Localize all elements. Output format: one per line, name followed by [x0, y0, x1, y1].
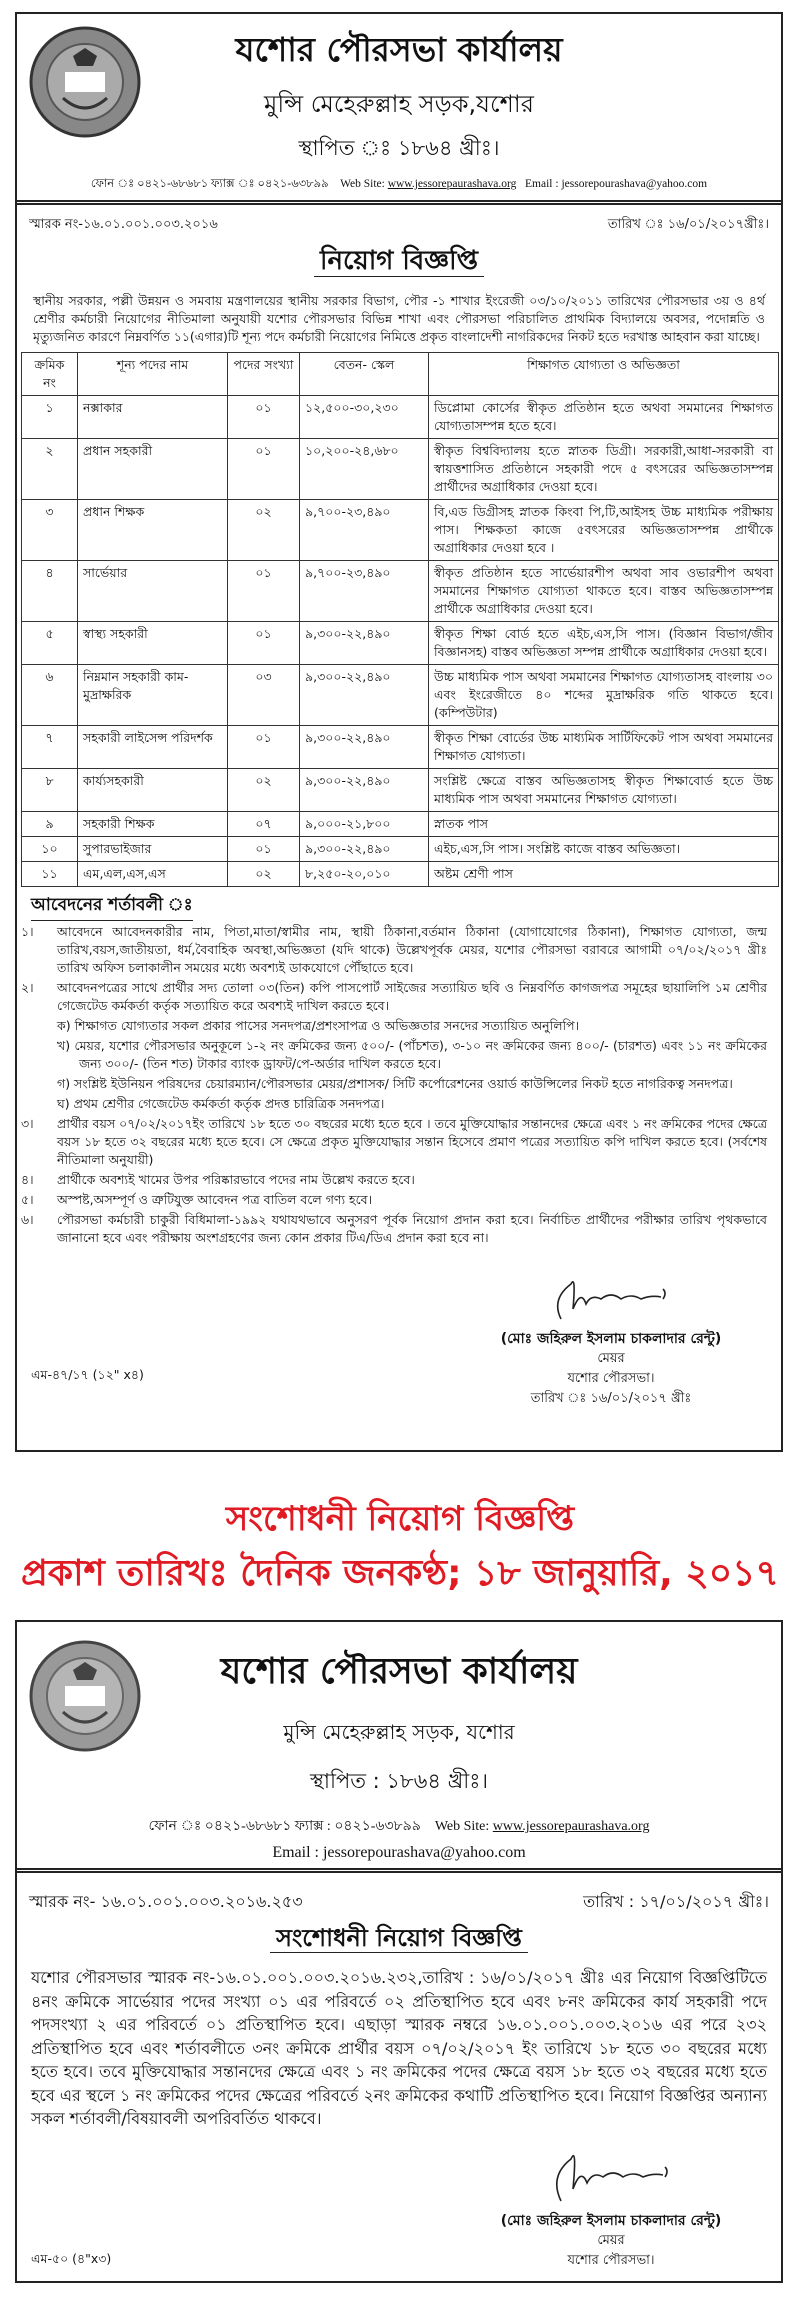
- phone-fax: ফোন ঃ ০৪২১-৬৮৬৮১ ফ্যাক্স ঃ ০৪২১-৬৩৮৯৯: [90, 178, 329, 190]
- post-count-cell: ০১: [228, 396, 300, 439]
- signer-title: মেয়র: [597, 2232, 625, 2248]
- office-header: [17, 14, 781, 205]
- signer-org: যশোর পৌরসভা।: [567, 2252, 655, 2268]
- condition-number: ৩।: [21, 1116, 34, 1131]
- pay-scale-cell: ৯,০০০-২১,৮০০: [300, 812, 429, 837]
- office-address: মুন্সি মেহেরুল্লাহ সড়ক, যশোর: [283, 1720, 515, 1744]
- pay-scale-cell: ৯,৭০০-২৩,৪৯০: [300, 500, 429, 561]
- condition-subitem: খ) মেয়র, যশোর পৌরসভার অনুকূলে ১-২ নং ক্রমিকের জন্য ৫০০/- (পাঁচশত), ৩-১০ নং ক্রমিকের জন্য ৪০০/- (চারশত) এবং ১১ নং ক্রমিকের জন্য ৩০০/- (তিন শত) টাকার ব্যাংক ড্রাফট/পে-অর্ডার দাখিল করতে হবে।: [57, 1038, 767, 1071]
- qualification-cell: স্বীকৃত শিক্ষা বোর্ডের উচ্চ মাধ্যমিক সার্টিফিকেট পাস অথবা সমমানের শিক্ষাগত যোগ্যতা।: [429, 726, 779, 769]
- table-row: [22, 837, 779, 862]
- ad-code: এম-৫০ (৪"x৩): [31, 2250, 112, 2266]
- notice-date: তারিখ ঃ ১৬/০১/২০১৭খ্রীঃ।: [607, 217, 769, 232]
- notice-footer: [17, 2131, 781, 2281]
- pay-scale-cell: ৯,৭০০-২৩,৪৯০: [300, 561, 429, 622]
- serial-cell: ১: [22, 396, 78, 439]
- notice-footer: [17, 1249, 781, 1419]
- notice-title-text: সংশোধনী নিয়োগ বিজ্ঞপ্তি: [270, 1924, 528, 1953]
- pay-scale-cell: ৯,৩০০-২২,৪৯০: [300, 726, 429, 769]
- post-count-cell: ০১: [228, 439, 300, 500]
- condition-item: [17, 1171, 781, 1189]
- website-link[interactable]: www.jessorepaurashava.org: [387, 178, 517, 190]
- post-count-cell: ০১: [228, 837, 300, 862]
- post-name-cell: সহকারী লাইসেন্স পরিদর্শক: [78, 726, 228, 769]
- pay-scale-cell: ৯,৩০০-২২,৪৯০: [300, 769, 429, 812]
- notice-intro: স্থানীয় সরকার, পল্লী উন্নয়ন ও সমবায় মন্ত্রণালয়ের স্থানীয় সরকার বিভাগ, পৌর -১ শাখার ইংরেজী ০৩/১০/২০১১ তারিখের পৌরসভার ৩য় ও ৪র্থ শ্রেণীর কর্মচারী নিয়োগের নীতিমালা অনুযায়ী যশোর পৌরসভার বিভিন্ন শাখা এবং পৌরসভা পরিচালিত প্রাথমিক বিদ্যালয়ে অবসর, পদোন্নতি ও মৃত্যুজনিত কারণে নিম্নবর্ণিত ১১(এগার)টি শূন্য পদে কর্মচারী নিয়োগের নিমিত্তে প্রকৃত বাংলাদেশী নাগরিকদের নিকট হতে দরখাস্ত আহবান করা যাচ্ছে।: [33, 293, 765, 344]
- post-count-cell: ০২: [228, 769, 300, 812]
- table-row: [22, 396, 779, 439]
- condition-item: [17, 979, 781, 1015]
- conditions-heading: আবেদনের শর্তাবলী ঃ: [31, 892, 193, 921]
- notice-title: [17, 240, 781, 284]
- post-name-cell: প্রধান শিক্ষক: [78, 500, 228, 561]
- table-header-row: [22, 353, 779, 396]
- post-name-cell: স্বাস্থ্য সহকারী: [78, 622, 228, 665]
- office-address: মুন্সি মেহেরুল্লাহ সড়ক,যশোর: [264, 90, 534, 118]
- pay-scale-cell: ১০,২০০-২৪,৬৮০: [300, 439, 429, 500]
- established-date: স্থাপিত ঃ ১৮৬৪ খ্রীঃ।: [298, 136, 500, 160]
- condition-subitem: ক) শিক্ষাগত যোগ্যতার সকল প্রকার পাসের সনদপত্র/প্রশংসাপত্র ও অভিজ্ঞতার সনদের সত্যায়িত অনুলিপি।: [57, 1018, 580, 1033]
- post-count-cell: ০২: [228, 862, 300, 887]
- email-line: [17, 1844, 781, 1862]
- pay-scale-cell: ৯,৩০০-২২,৪৯০: [300, 837, 429, 862]
- post-name-cell: নক্সাকার: [78, 396, 228, 439]
- signer-org: যশোর পৌরসভা।: [567, 1371, 655, 1386]
- qualification-cell: স্বীকৃত প্রতিষ্ঠান হতে সার্ভেয়ারশীপ অথবা সাব ওভারশীপ অথবা সমমানের শিক্ষাগত যোগ্যতা থাকতে হবে। বাস্তব অভিজ্ঞতাসম্পন্ন প্রার্থীকে অগ্রাধিকার দেওয়া হবে।: [429, 561, 779, 622]
- post-name-cell: সুপারভাইজার: [78, 837, 228, 862]
- vacancy-table: [21, 352, 779, 887]
- table-row: [22, 561, 779, 622]
- amendment-banner-title: সংশোধনী নিয়োগ বিজ্ঞপ্তি: [225, 1499, 575, 1539]
- post-name-cell: প্রধান সহকারী: [78, 439, 228, 500]
- signature-block: [481, 1269, 741, 1409]
- condition-text: আবেদনে আবেদনকারীর নাম, পিতা,মাতা/স্বামীর নাম, স্থায়ী ঠিকানা,বর্তমান ঠিকানা (যোগাযোগের ঠিকানা), শিক্ষাগত যোগ্যতা, জন্ম তারিখ,বয়স,জাতীয়তা, ধর্ম,বৈবাহিক অবস্থা,অভিজ্ঞতা (যদি থাকে) উল্লেখপূর্বক মেয়র, যশোর পৌরসভা বরাবরে আগামী ০৭/০২/২০১৭ খ্রীঃ তারিখ অফিস চলাকালীন সময়ের মধ্যে অবশ্যই ডাকযোগে পৌঁছাতে হবে।: [57, 924, 767, 975]
- signature-icon: [531, 1269, 691, 1329]
- post-name-cell: সহকারী শিক্ষক: [78, 812, 228, 837]
- office-header: [17, 1622, 781, 1873]
- email-label: Email :: [525, 178, 559, 190]
- column-header: শিক্ষাগত যোগ্যতা ও অভিজ্ঞতা: [429, 353, 779, 396]
- condition-number: ১।: [21, 924, 34, 939]
- signature-icon: [531, 2141, 691, 2211]
- memo-row: [17, 205, 781, 236]
- website-label: Web Site:: [434, 1819, 490, 1834]
- phone-fax: ফোন ঃ ০৪২১-৬৮৬৮১ ফ্যাক্স : ০৪২১-৬৩৮৯৯: [148, 1819, 421, 1834]
- serial-cell: ৬: [22, 665, 78, 726]
- conditions-list: [17, 923, 781, 1247]
- table-row: [22, 665, 779, 726]
- post-count-cell: ০১: [228, 622, 300, 665]
- condition-item: [17, 1191, 781, 1209]
- post-count-cell: ০১: [228, 726, 300, 769]
- signer-name: (মোঃ জহিরুল ইসলাম চাকলাদার রেন্টু): [500, 1331, 722, 1347]
- ad-code: এম-৪৭/১৭ (১২" x৪): [31, 1367, 144, 1382]
- serial-cell: ২: [22, 439, 78, 500]
- email-link[interactable]: jessorepourashava@yahoo.com: [322, 1844, 526, 1861]
- table-row: [22, 812, 779, 837]
- amendment-body: যশোর পৌরসভার স্মারক নং-১৬.০১.০০১.০০৩.২০১৬.২৩২,তারিখ : ১৬/০১/২০১৭ খ্রীঃ এর নিয়োগ বিজ্ঞপ্তিটিতে ৪নং ক্রমিকে সার্ভেয়ার পদের সংখ্যা ০১ এর পরিবর্তে ০২ প্রতিস্থাপিত হবে এবং ৮নং ক্রমিকের কার্য সহকারী পদে পদসংখ্যা ২ এর পরিবর্তে ০১ প্রতিস্থাপিত হবে। এছাড়া স্মারক নম্বরে ১৬.০১.০০১.০০৩.২০১৬ এর পরে ২৩২ প্রতিস্থাপিত হবে এবং শর্তাবলীতে ৩নং ক্রমিকে প্রার্থীর বয়স ০৭/০২/২০১৭ ইং তারিখে ১৮ হতে ৩০ বছরের মধ্যে হতে হবে। তবে মুক্তিযোদ্ধার সন্তানদের ক্ষেত্রে এবং ১ নং ক্রমিকের পদের ক্ষেত্রে বয়স ১৮ হতে ৩২ বছরের মধ্যে হতে হবে এর স্থলে ১ নং ক্রমিকের পদের ক্ষেত্রের পরিবর্তে ২নং ক্রমিকের কথাটি প্রতিস্থাপিত হবে। নিয়োগ বিজ্ঞপ্তির অন্যান্য সকল শর্তাবলী/বিষয়াবলী অপরিবর্তিত থাকবে।: [31, 1968, 767, 2128]
- office-title: যশোর পৌরসভা কার্যালয়: [235, 30, 563, 69]
- condition-subitem: ঘ) প্রথম শ্রেণীর গেজেটেড কর্মকর্তা কর্তৃক প্রদত্ত চারিত্রিক সনদপত্র।: [57, 1096, 385, 1111]
- email-link[interactable]: jessorepourashava@yahoo.com: [561, 178, 708, 190]
- memo-number: স্মারক নং-১৬.০১.০০১.০০৩.২০১৬: [29, 217, 218, 232]
- condition-number: ৬।: [21, 1212, 34, 1227]
- post-count-cell: ০২: [228, 500, 300, 561]
- condition-item: [17, 1115, 781, 1169]
- pay-scale-cell: ৮,২৫০-২০,০১০: [300, 862, 429, 887]
- website-label: Web Site:: [340, 178, 385, 190]
- condition-text: আবেদনপত্রের সাথে প্রার্থীর সদ্য তোলা ০৩(তিন) কপি পাসপোর্ট সাইজের সত্যায়িত ছবি ও নিম্নবর্ণিত কাগজপত্র সমূহের ছায়ালিপি ১ম শ্রেণীর গেজেটেড কর্মকর্তা কর্তৃক সত্যায়িত করে অবশ্যই দাখিল করতে হবে।: [57, 980, 767, 1013]
- office-title: যশোর পৌরসভা কার্যালয়: [220, 1651, 578, 1692]
- column-header: পদের সংখ্যা: [228, 353, 300, 396]
- qualification-cell: এইচ,এস,সি পাস। সংশ্লিষ্ট কাজে বাস্তব অভিজ্ঞতা।: [429, 837, 779, 862]
- municipality-seal-icon: [29, 26, 141, 138]
- post-name-cell: সার্ভেয়ার: [78, 561, 228, 622]
- table-row: [22, 862, 779, 887]
- qualification-cell: স্নাতক পাস: [429, 812, 779, 837]
- column-header: শূন্য পদের নাম: [78, 353, 228, 396]
- serial-cell: ৫: [22, 622, 78, 665]
- contact-line: [17, 1814, 781, 1838]
- serial-cell: ৭: [22, 726, 78, 769]
- signer-title: মেয়র: [597, 1351, 625, 1366]
- condition-item: [17, 1211, 781, 1247]
- post-count-cell: ০৩: [228, 665, 300, 726]
- table-row: [22, 726, 779, 769]
- post-name-cell: নিম্নমান সহকারী কাম-মুদ্রাক্ষরিক: [78, 665, 228, 726]
- serial-cell: ৪: [22, 561, 78, 622]
- notice-title: [17, 1920, 781, 1960]
- qualification-cell: স্বীকৃত বিশ্ববিদ্যালয় হতে স্নাতক ডিগ্রী। সরকারী,আধা-সরকারী বা স্বায়ত্তশাসিত প্রতিষ্ঠানে সহকারী পদে ৫ বৎসরের অভিজ্ঞতাসম্পন্ন প্রার্থীদের অগ্রাধিকার দেওয়া হবে।: [429, 439, 779, 500]
- municipality-seal-icon: [29, 1640, 141, 1752]
- post-count-cell: ০১: [228, 561, 300, 622]
- email-label: Email :: [272, 1844, 319, 1861]
- pay-scale-cell: ৯,৩০০-২২,৪৯০: [300, 665, 429, 726]
- table-row: [22, 622, 779, 665]
- post-name-cell: কার্য্যসহকারী: [78, 769, 228, 812]
- qualification-cell: অষ্টম শ্রেণী পাস: [429, 862, 779, 887]
- table-row: [22, 439, 779, 500]
- memo-row: [17, 1873, 781, 1916]
- website-link[interactable]: www.jessorepaurashava.org: [492, 1819, 650, 1834]
- post-name-cell: এম,এল,এস,এস: [78, 862, 228, 887]
- serial-cell: ১০: [22, 837, 78, 862]
- publication-date-banner: প্রকাশ তারিখঃ দৈনিক জনকণ্ঠ; ১৮ জানুয়ারি, ২০১৭: [21, 1553, 779, 1594]
- serial-cell: ৮: [22, 769, 78, 812]
- condition-text: প্রার্থীকে অবশ্যই খামের উপর পরিষ্কারভাবে পদের নাম উল্লেখ করতে হবে।: [57, 1172, 415, 1187]
- condition-number: ৫।: [21, 1192, 34, 1207]
- table-row: [22, 769, 779, 812]
- established-date: স্থাপিত : ১৮৬৪ খ্রীঃ।: [310, 1769, 488, 1793]
- condition-text: প্রার্থীর বয়স ০৭/০২/২০১৭ইং তারিখে ১৮ হতে ৩০ বছরের মধ্যে হতে হবে । তবে মুক্তিযোদ্ধার সন্তানদের ক্ষেত্রে এবং ১ নং ক্রমিকের পদের ক্ষেত্রে বয়স ১৮ হতে ৩২ বছরের মধ্যে হতে হবে। সে ক্ষেত্রে প্রকৃত মুক্তিযোদ্ধার সন্তান হিসেবে প্রমাণ পত্রের সত্যায়িত কপি দাখিল করতে হবে। (সর্বশেষ নীতিমালা অনুযায়ী): [57, 1116, 767, 1167]
- amendment-notice: [15, 1620, 783, 2283]
- qualification-cell: ডিপ্লোমা কোর্সের স্বীকৃত প্রতিষ্ঠান হতে অথবা সমমানের শিক্ষাগত যোগ্যতাসম্পন্ন হতে হবে।: [429, 396, 779, 439]
- signature-block: [481, 2141, 741, 2271]
- column-header: বেতন- স্কেল: [300, 353, 429, 396]
- qualification-cell: স্বীকৃত শিক্ষা বোর্ড হতে এইচ,এস,সি পাস। (বিজ্ঞান বিভাগ/জীব বিজ্ঞানসহ) বাস্তব অভিজ্ঞতা সম্পন্ন প্রার্থীকে অগ্রাধিকার দেওয়া হবে।: [429, 622, 779, 665]
- condition-text: পৌরসভা কর্মচারী চাকুরী বিধিমালা-১৯৯২ যথাযথভাবে অনুসরণ পূর্বক নিয়োগ প্রদান করা হবে। নির্বাচিত প্রার্থীদের পরীক্ষার তারিখ পৃথকভাবে জানানো হবে এবং পরীক্ষায় অংশগ্রহণের জন্য কোন প্রকার টিএ/ডিএ প্রদান করা হবে না।: [57, 1212, 767, 1245]
- memo-number: স্মারক নং- ১৬.০১.০০১.০০৩.২০১৬.২৫৩: [29, 1892, 303, 1911]
- condition-number: ৪।: [21, 1172, 34, 1187]
- condition-text: অস্পষ্ট,অসম্পূর্ণ ও ত্রুটিযুক্ত আবেদন পত্র বাতিল বলে গণ্য হবে।: [57, 1192, 373, 1207]
- condition-number: ২।: [21, 980, 34, 995]
- contact-line: [17, 175, 781, 200]
- recruitment-notice: [15, 12, 783, 1452]
- column-header: ক্রমিক নং: [22, 353, 78, 396]
- notice-date: তারিখ : ১৭/০১/২০১৭ খ্রীঃ।: [583, 1892, 769, 1911]
- serial-cell: ১১: [22, 862, 78, 887]
- notice-title-text: নিয়োগ বিজ্ঞপ্তি: [314, 246, 484, 277]
- qualification-cell: সংশ্লিষ্ট ক্ষেত্রে বাস্তব অভিজ্ঞতাসহ স্বীকৃত শিক্ষাবোর্ড হতে উচ্চ মাধ্যমিক পাস অথবা সমমানের শিক্ষাগত যোগ্যতা।: [429, 769, 779, 812]
- qualification-cell: বি,এড ডিগ্রীসহ স্নাতক কিংবা পি,টি,আইসহ উচ্চ মাধ্যমিক পরীক্ষায় পাস। শিক্ষকতা কাজে ৫বৎসরের অভিজ্ঞতাসম্পন্ন প্রার্থীকে অগ্রাধিকার দেওয়া হবে ।: [429, 500, 779, 561]
- signer-date: তারিখ ঃ ১৬/০১/২০১৭ খ্রীঃ: [530, 1391, 692, 1406]
- post-count-cell: ০৭: [228, 812, 300, 837]
- signer-name: (মোঃ জহিরুল ইসলাম চাকলাদার রেন্টু): [500, 2212, 722, 2229]
- qualification-cell: উচ্চ মাধ্যমিক পাস অথবা সমমানের শিক্ষাগত যোগ্যতাসহ বাংলায় ৩০ এবং ইংরেজীতে ৪০ শব্দের মুদ্রাক্ষরিক গতি থাকতে হবে। (কম্পিউটার): [429, 665, 779, 726]
- condition-item: [17, 923, 781, 977]
- condition-subitem: গ) সংশ্লিষ্ট ইউনিয়ন পরিষদের চেয়ারম্যান/পৌরসভার মেয়র/প্রশাসক/ সিটি কর্পোরেশনের ওয়ার্ড কাউন্সিলের নিকট হতে নাগরিকত্ব সনদপত্র।: [57, 1076, 733, 1091]
- serial-cell: ৩: [22, 500, 78, 561]
- table-body: [22, 396, 779, 887]
- table-row: [22, 500, 779, 561]
- serial-cell: ৯: [22, 812, 78, 837]
- pay-scale-cell: ১২,৫০০-৩০,২৩০: [300, 396, 429, 439]
- pay-scale-cell: ৯,৩০০-২২,৪৯০: [300, 622, 429, 665]
